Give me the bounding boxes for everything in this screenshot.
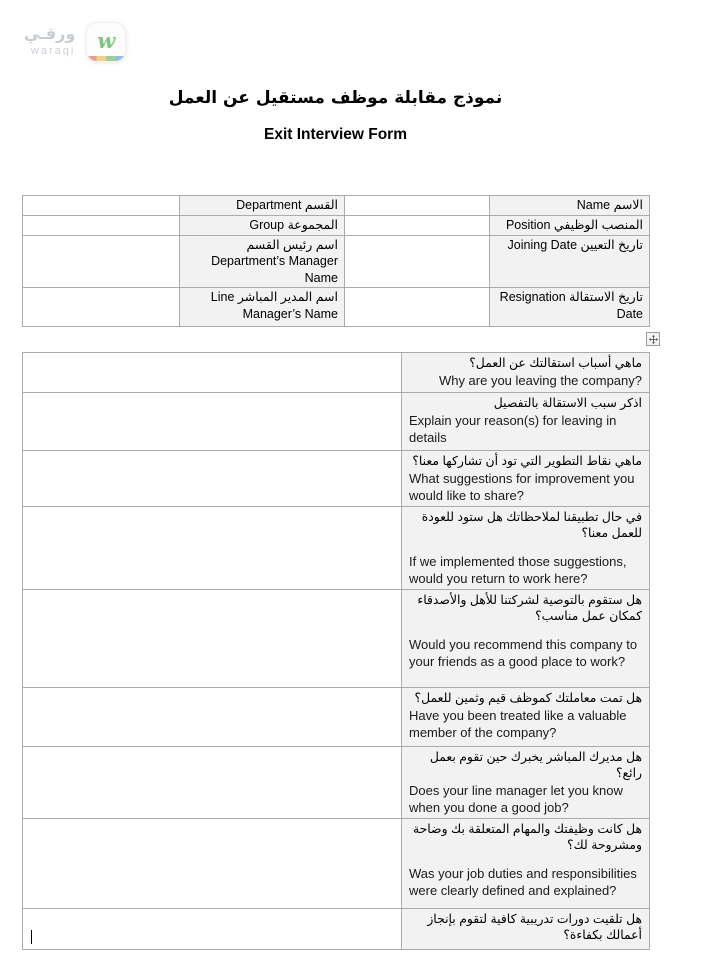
logo-monogram: w — [97, 27, 116, 53]
employee-info-table — [22, 195, 650, 327]
question-arabic: هل ستقوم بالتوصية لشركتنا للأهل والأصدقاء كمكان عمل مناسب؟ — [417, 593, 642, 623]
question-cell — [402, 819, 650, 909]
question-arabic: هل تلقيت دورات تدريبية كافية لتقوم بإنجاز أعمالك بكفاءة؟ — [427, 912, 642, 942]
exit-questions-table — [22, 352, 650, 950]
input-name[interactable] — [345, 196, 490, 216]
table-row — [23, 288, 650, 327]
question-cell — [402, 747, 650, 819]
question-arabic: اذكر سبب الاستقالة بالتفصيل — [493, 396, 642, 410]
question-english: Does your line manager let you know when you done a good job? — [409, 783, 623, 815]
question-arabic: في حال تطبيقنا لملاحظاتك هل ستود للعودة للعمل معنا؟ — [421, 510, 642, 540]
table-row — [23, 688, 650, 747]
answer-cell[interactable] — [23, 353, 402, 393]
table-row — [23, 507, 650, 590]
label-position: المنصب الوظيفي Position — [490, 216, 650, 236]
table-row — [23, 451, 650, 507]
question-english: What suggestions for improvement you would like to share? — [409, 471, 635, 503]
answer-cell[interactable] — [23, 590, 402, 688]
answer-cell[interactable] — [23, 393, 402, 451]
input-department[interactable] — [23, 196, 180, 216]
waraqi-logo-icon — [86, 22, 126, 62]
question-cell — [402, 507, 650, 590]
question-cell — [402, 590, 650, 688]
question-arabic: ماهي أسباب استقالتك عن العمل؟ — [469, 356, 642, 370]
table-row — [23, 909, 650, 950]
page-title-english: Exit Interview Form — [264, 126, 407, 143]
question-english: Have you been treated like a valuable member of the company? — [409, 708, 627, 740]
label-department: القسم Department — [180, 196, 345, 216]
question-cell — [402, 353, 650, 393]
question-arabic: ماهي نقاط التطوير التي تود أن تشاركها معنا؟ — [412, 454, 642, 468]
question-cell — [402, 688, 650, 747]
question-cell — [402, 909, 650, 950]
answer-cell[interactable] — [23, 819, 402, 909]
four-direction-arrows-icon — [649, 335, 658, 344]
question-english: Was your job duties and responsibilities were clearly defined and explained? — [409, 866, 637, 898]
label-department-manager-name: اسم رئيس القسم Department’s Manager Name — [180, 235, 345, 288]
answer-cell[interactable] — [23, 507, 402, 590]
table-row — [23, 590, 650, 688]
question-english: Why are you leaving the company? — [438, 373, 642, 388]
table-row — [23, 393, 650, 451]
question-english: Would you recommend this company to your friends as a good place to work? — [409, 637, 638, 669]
logo-color-strip — [87, 56, 125, 61]
label-joining-date: تاريخ التعيين Joining Date — [490, 235, 650, 288]
table-row — [23, 747, 650, 819]
question-cell — [402, 393, 650, 451]
label-name: الاسم Name — [490, 196, 650, 216]
logo-arabic-name: ورقـي — [24, 26, 76, 43]
label-line-manager-name: اسم المدير المباشر Line Manager’s Name — [180, 288, 345, 327]
answer-cell[interactable] — [23, 688, 402, 747]
input-resignation-date[interactable] — [345, 288, 490, 327]
table-row — [23, 353, 650, 393]
question-english: Explain your reason(s) for leaving in details — [409, 413, 617, 445]
label-resignation-date: تاريخ الاستقالة Resignation Date — [490, 288, 650, 327]
input-joining-date[interactable] — [345, 235, 490, 288]
answer-cell[interactable] — [23, 909, 402, 950]
answer-cell[interactable] — [23, 747, 402, 819]
question-arabic: هل تمت معاملتك كموظف قيم وثمين للعمل؟ — [414, 691, 642, 705]
table-move-handle-icon[interactable] — [646, 332, 660, 346]
input-line-manager-name[interactable] — [23, 288, 180, 327]
question-arabic: هل مديرك المباشر يخبرك حين تقوم بعمل رائع؟ — [429, 750, 642, 780]
page-title-arabic: نموذج مقابلة موظف مستقيل عن العمل — [168, 88, 503, 108]
input-position[interactable] — [345, 216, 490, 236]
table-row — [23, 235, 650, 288]
input-department-manager-name[interactable] — [23, 235, 180, 288]
question-arabic: هل كانت وظيفتك والمهام المتعلقة بك وضاحة ومشروحة لك؟ — [412, 822, 642, 852]
question-cell — [402, 451, 650, 507]
label-group: المجموعة Group — [180, 216, 345, 236]
text-cursor — [31, 930, 32, 944]
input-group[interactable] — [23, 216, 180, 236]
form-header — [22, 88, 649, 158]
table-row — [23, 216, 650, 236]
question-english: If we implemented those suggestions, would you return to work here? — [409, 554, 627, 586]
logo-wordmark — [24, 27, 75, 57]
table-row — [23, 819, 650, 909]
table-row — [23, 196, 650, 216]
answer-cell[interactable] — [23, 451, 402, 507]
logo-latin-name: waraqi — [30, 45, 76, 57]
waraqi-logo — [24, 22, 126, 62]
